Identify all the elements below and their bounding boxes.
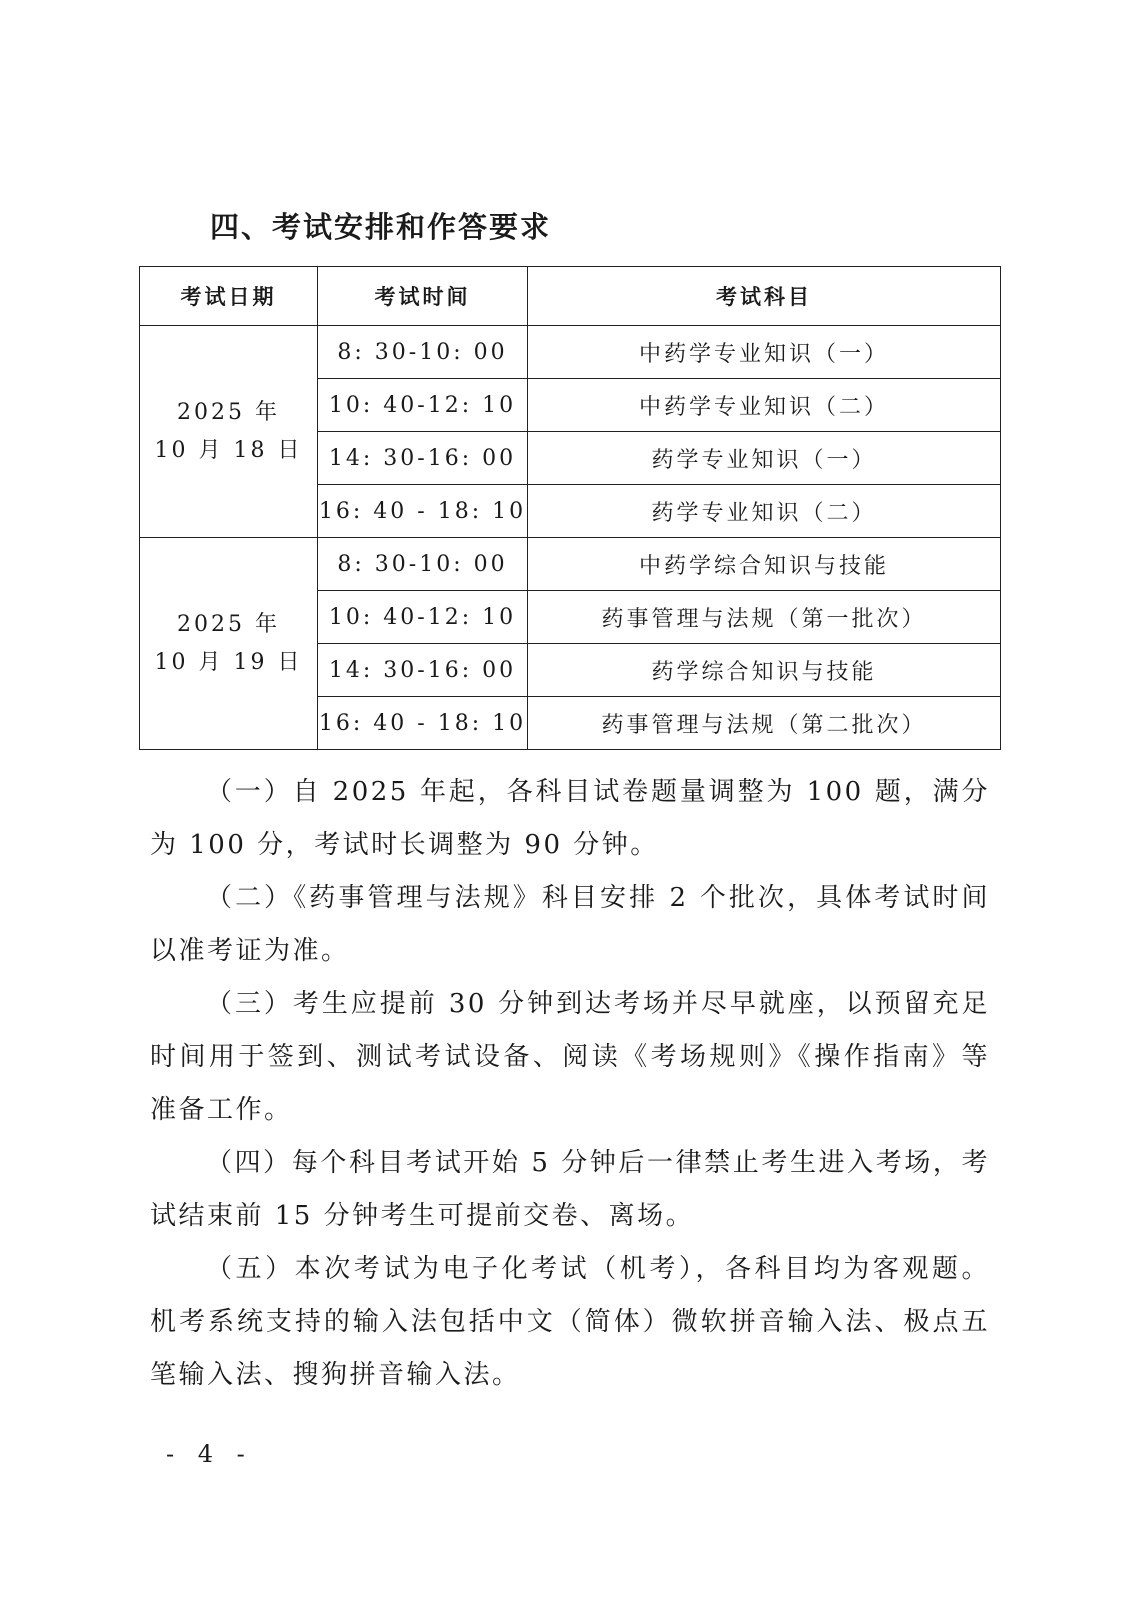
subject-cell: 中药学专业知识（一） xyxy=(528,326,1001,379)
date-day: 10 月 19 日 xyxy=(154,649,303,675)
paragraph: （三）考生应提前 30 分钟到达考场并尽早就座，以预留充足时间用于签到、测试考试设备、阅读《考场规则》《操作指南》等准备工作。 xyxy=(150,989,990,1125)
paragraph: （五）本次考试为电子化考试（机考），各科目均为客观题。机考系统支持的输入法包括中文（简体）微软拼音输入法、极点五笔输入法、搜狗拼音输入法。 xyxy=(150,1254,990,1390)
time-cell: 10: 40-12: 10 xyxy=(318,591,528,644)
section-heading: 四、考试安排和作答要求 xyxy=(210,210,552,244)
table-row xyxy=(140,538,1001,591)
header-exam-time: 考试时间 xyxy=(318,267,528,326)
header-exam-subject: 考试科目 xyxy=(528,267,1001,326)
paragraph: （四）每个科目考试开始 5 分钟后一律禁止考生进入考场，考试结束前 15 分钟考生可提前交卷、离场。 xyxy=(150,1148,990,1231)
paragraph: （一）自 2025 年起，各科目试卷题量调整为 100 题，满分为 100 分，考试时长调整为 90 分钟。 xyxy=(150,777,990,860)
time-cell: 8: 30-10: 00 xyxy=(318,538,528,591)
time-cell: 10: 40-12: 10 xyxy=(318,379,528,432)
date-year: 2025 年 xyxy=(177,611,280,637)
exam-schedule-table xyxy=(139,266,1001,750)
subject-cell: 中药学专业知识（二） xyxy=(528,379,1001,432)
time-cell: 14: 30-16: 00 xyxy=(318,432,528,485)
subject-cell: 药事管理与法规（第二批次） xyxy=(528,697,1001,750)
time-cell: 16: 40 - 18: 10 xyxy=(318,697,528,750)
header-exam-date: 考试日期 xyxy=(140,267,318,326)
date-day: 10 月 18 日 xyxy=(154,437,303,463)
paragraph: （二）《药事管理与法规》科目安排 2 个批次，具体考试时间以准考证为准。 xyxy=(150,883,990,966)
time-cell: 8: 30-10: 00 xyxy=(318,326,528,379)
subject-cell: 中药学综合知识与技能 xyxy=(528,538,1001,591)
time-cell: 16: 40 - 18: 10 xyxy=(318,485,528,538)
subject-cell: 药学专业知识（二） xyxy=(528,485,1001,538)
subject-cell: 药学专业知识（一） xyxy=(528,432,1001,485)
table-row xyxy=(140,326,1001,379)
date-cell xyxy=(140,326,318,538)
time-cell: 14: 30-16: 00 xyxy=(318,644,528,697)
subject-cell: 药学综合知识与技能 xyxy=(528,644,1001,697)
subject-cell: 药事管理与法规（第一批次） xyxy=(528,591,1001,644)
date-cell xyxy=(140,538,318,750)
requirements-text xyxy=(150,766,990,1402)
page-number: - 4 - xyxy=(166,1440,253,1468)
date-year: 2025 年 xyxy=(177,399,280,425)
table-header-row xyxy=(140,267,1001,326)
